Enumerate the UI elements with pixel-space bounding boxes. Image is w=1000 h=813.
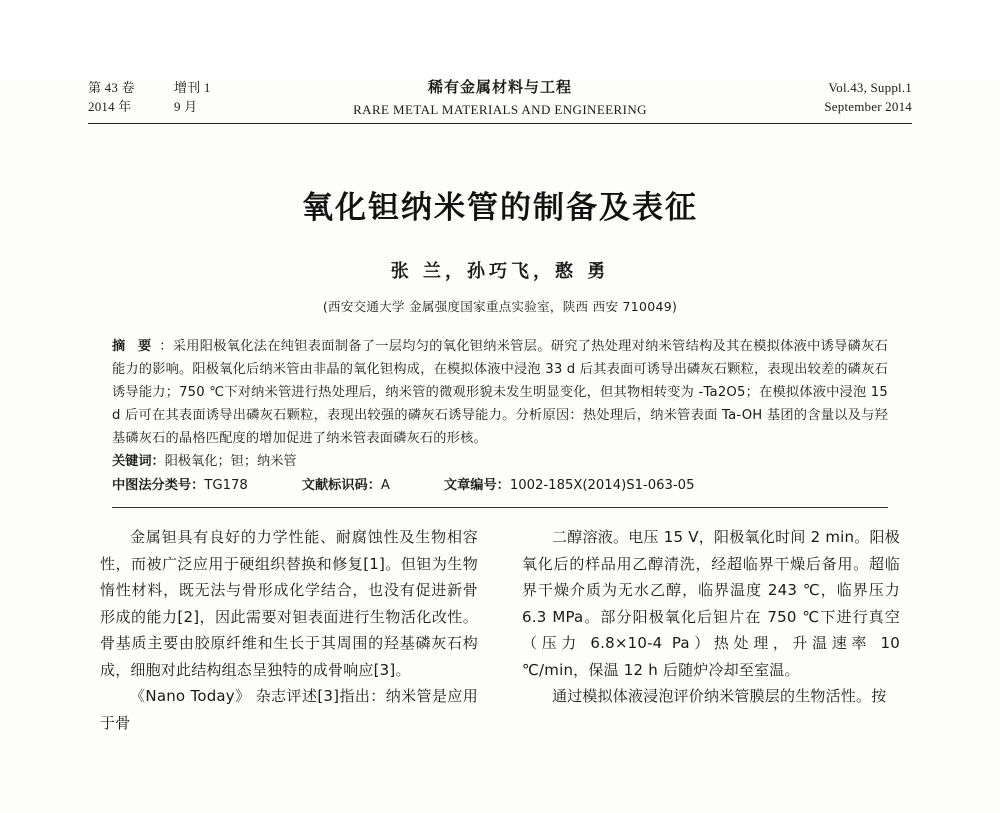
keywords-value: 阳极氧化；钽；纳米管 <box>164 454 297 469</box>
running-head-right <box>727 78 912 116</box>
doc-code-label: 文献标识码： <box>301 478 381 493</box>
volume-issue-en: Vol.43, Suppl.1 <box>828 80 912 95</box>
year-label: 2014 年 <box>88 99 132 114</box>
body-columns <box>88 524 912 736</box>
abstract-label: 摘 要 <box>112 339 156 354</box>
right-column <box>522 524 900 736</box>
paper-page <box>0 78 1000 813</box>
left-column <box>100 524 478 736</box>
classification-line <box>112 474 888 498</box>
running-head-left <box>88 78 273 116</box>
volume-label: 第 43 卷 <box>88 80 135 95</box>
keywords-label: 关键词： <box>112 454 165 469</box>
issue-label: 增刊 1 <box>174 80 211 95</box>
doc-code-group <box>302 474 390 498</box>
article-id-value: 1002-185X(2014)S1-063-05 <box>509 478 695 493</box>
clc-group <box>112 474 248 498</box>
affiliation: (西安交通大学 金属强度国家重点实验室，陕西 西安 710049) <box>322 299 678 314</box>
abstract-block <box>88 335 912 508</box>
running-head <box>88 78 912 130</box>
journal-name <box>273 78 727 119</box>
abstract-divider <box>112 507 888 508</box>
journal-name-en: RARE METAL MATERIALS AND ENGINEERING <box>353 102 647 117</box>
paragraph: 二醇溶液。电压 15 V，阳极氧化时间 2 min。阳极氧化后的样品用乙醇清洗，经超临界干燥后备用。超临界干燥介质为无水乙醇，临界温度 243 ℃，临界压力 6.3 MPa。部分阳极氧化后钽片在 750 ℃下进行真空（压力 6.8×10-4 Pa）热处理，升温速率 10 ℃/min，保温 12 h 后随炉冷却至室温。 <box>522 528 900 679</box>
article-id-label: 文章编号： <box>443 478 510 493</box>
clc-label: 中图法分类号： <box>112 478 205 493</box>
clc-value: TG178 <box>204 478 248 493</box>
abstract-paragraph <box>112 335 888 450</box>
author-list: 张 兰，孙巧飞，憨 勇 <box>390 261 610 282</box>
page-title: 氧化钽纳米管的制备及表征 <box>302 190 698 226</box>
paragraph: 金属钽具有良好的力学性能、耐腐蚀性及生物相容性，而被广泛应用于硬组织替换和修复[1]。但钽为生物惰性材料，既无法与骨形成化学结合，也没有促进新骨形成的能力[2]，因此需要对钽表面进行生物活化改性。骨基质主要由胶原纤维和生长于其周围的羟基磷灰石构成，细胞对此结构组态呈独特的成骨响应[3]。 <box>100 528 478 679</box>
journal-name-cn: 稀有金属材料与工程 <box>427 78 572 96</box>
paragraph: 通过模拟体液浸泡评价纳米管膜层的生物活性。按 <box>552 687 887 705</box>
date-en: September 2014 <box>824 99 912 114</box>
paragraph: 《Nano Today》 杂志评述[3]指出：纳米管是应用于骨 <box>100 687 478 732</box>
article-id-group <box>444 474 695 498</box>
month-label: 9 月 <box>174 99 198 114</box>
keywords-line <box>112 450 888 474</box>
abstract-text: ：采用阳极氧化法在纯钽表面制备了一层均匀的氧化钽纳米管层。研究了热处理对纳米管结构及其在模拟体液中诱导磷灰石能力的影响。阳极氧化后纳米管由非晶的氧化钽构成，在模拟体液中浸泡 33 d 后其表面可诱导出磷灰石颗粒，表现出较差的磷灰石诱导能力；750 ℃下对纳米管进行热处理后，纳米管的微观形貌未发生明显变化，但其物相转变为 -Ta2O5；在模拟体液中浸泡 15 d 后可在其表面诱导出磷灰石颗粒，表现出较强的磷灰石诱导能力。分析原因：热处理后，纳米管表面 Ta-OH 基团的含量以及与羟基磷灰石的晶格匹配度的增加促进了纳米管表面磷灰石的形核。 <box>112 339 888 446</box>
doc-code-value: A <box>380 478 390 493</box>
header-divider <box>88 123 912 124</box>
